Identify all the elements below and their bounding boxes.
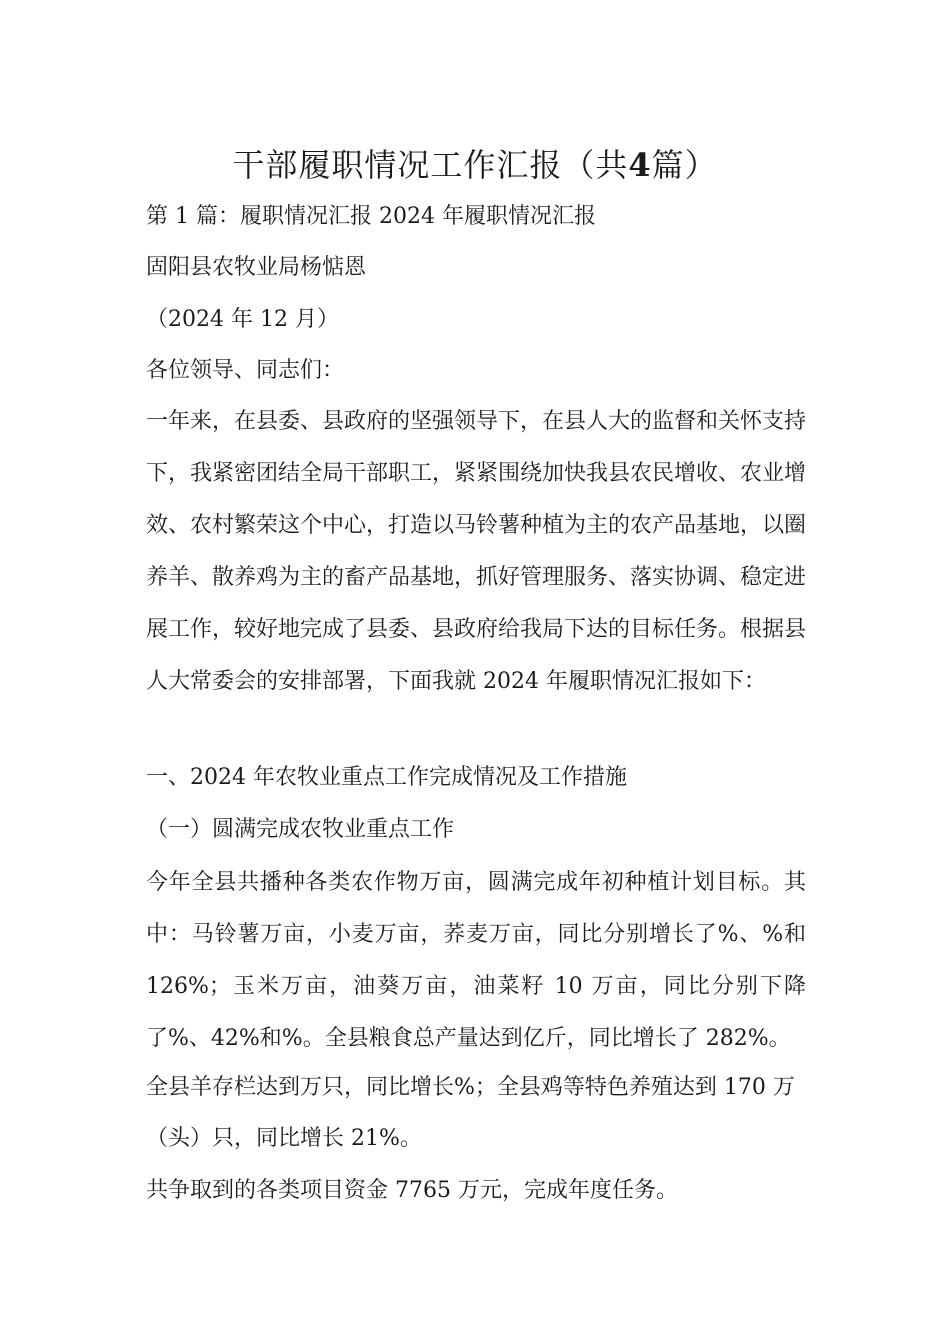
date-line: （2024 年 12 月） [146,307,339,332]
livestock-line-continued: （头）只，同比增长 21%。 [146,1126,422,1151]
subsection-heading: （一）圆满完成农牧业重点工作 [146,817,455,842]
livestock-line: 全县羊存栏达到万只，同比增长%；全县鸡等特色养殖达到 170 万 [146,1075,795,1100]
chapter-heading: 第 1 篇：履职情况汇报 2024 年履职情况汇报 [146,204,596,229]
greeting: 各位领导、同志们： [146,358,345,383]
section-heading: 一、2024 年农牧业重点工作完成情况及工作措施 [146,765,627,790]
author-line: 固阳县农牧业局杨惦恩 [146,255,367,280]
funding-line: 共争取到的各类项目资金 7765 万元，完成年度任务。 [146,1178,678,1203]
title-main: 干部履职情况工作汇报（共 [232,146,629,185]
document-title [0,139,950,191]
title-end: 篇） [651,146,718,185]
crops-paragraph: 今年全县共播种各类农作物万亩，圆满完成年初种植计划目标。其中：马铃薯万亩，小麦万亩，荞麦万亩，同比分别增长了%、%和 126%；玉米万亩，油葵万亩，油菜籽 10 万亩，同比分别下降了%、42%和%。全县粮食总产量达到亿斤，同比增长了 282%。 [146,870,806,1051]
intro-paragraph: 一年来，在县委、县政府的坚强领导下，在县人大的监督和关怀支持下，我紧密团结全局干部职工，紧紧围绕加快我县农民增收、农业增效、农村繁荣这个中心，打造以马铃薯种植为主的农产品基地，以圈养羊、散养鸡为主的畜产品基地，抓好管理服务、落实协调、稳定进展工作，较好地完成了县委、县政府给我局下达的目标任务。根据县人大常委会的安排部署，下面我就 2024 年履职情况汇报如下： [146,409,807,694]
title-number: 4 [628,146,652,185]
